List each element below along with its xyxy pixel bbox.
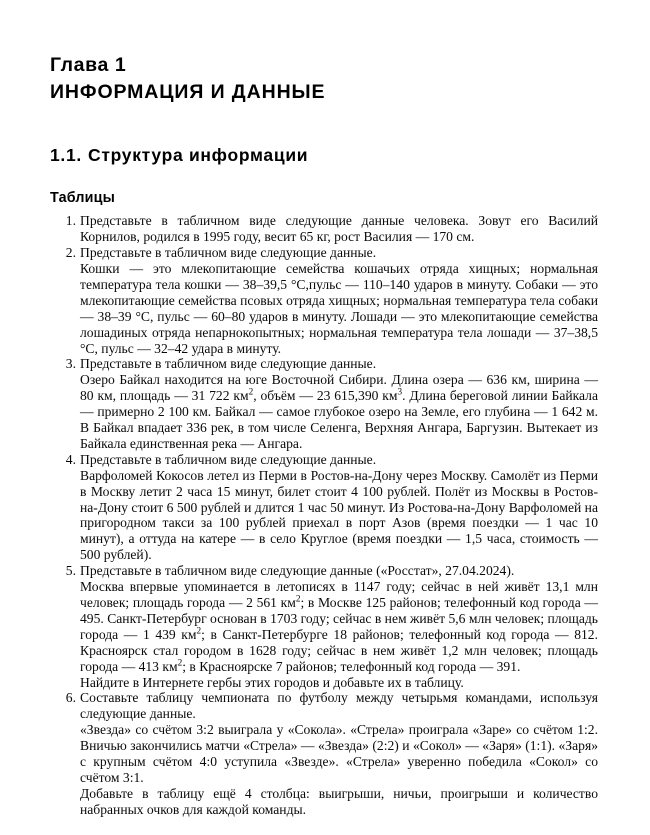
task-paragraph: Составьте таблицу чемпионата по футболу между четырьмя командами, используя следующие данные. — [80, 690, 598, 722]
task-list — [50, 213, 598, 817]
task-paragraph: Варфоломей Кокосов летел из Перми в Ростов-на-Дону через Москву. Самолёт из Перми в Москву летит 2 часа 15 минут, билет стоит 4 100 рублей. Полёт из Москвы в Ростов-на-Дону стоит 6 500 рублей и длится 1 час 50 минут. Из Ростова-на-Дону Варфоломей на пригородном такси за 100 рублей приехал в порт Азов (время поездки — 1 час 10 минут), а оттуда на катере — в село Круглое (время поездки — 1,5 часа, стоимость — 500 рублей). — [80, 467, 598, 563]
task-marker: 4. — [65, 451, 76, 467]
task-marker: 1. — [65, 213, 76, 229]
task-item — [58, 452, 598, 563]
task-paragraph: Москва впервые упоминается в летописях в 1147 году; сейчас в ней живёт 13,1 млн человек; площадь города — 2 561 $км^2$; в Москве 125 районов; телефонный код города — 495. Санкт-Петербург основан в 1703 году; сейчас в нем живёт 5,6 млн человек; площадь города — 1 439 $км^2$; в Санкт-Петербурге 18 районов; телефонный код города — 812. Красноярск стал городом в 1628 году; сейчас в нем живёт 1,2 млн человек; площадь города — 413 $км^2$; в Красноярске 7 районов; телефонный код города — 391. — [80, 579, 598, 674]
task-paragraph: Озеро Байкал находится на юге Восточной Сибири. Длина озера — 636 км, ширина — 80 км, площадь — 31 722 $км^2$, объём — 23 615,390 $км^3$. Длина береговой линии Байкала — примерно 2 100 км. Байкал — самое глубокое озеро на Земле, его глубина — 1 642 м. В Байкал впадает 336 рек, в том числе Селенга, Верхняя Ангара, Баргузин. Вытекает из Байкала единственная река — Ангара. — [80, 372, 598, 451]
section-title-text: Структура информации — [88, 145, 309, 166]
task-paragraph: Представьте в табличном виде следующие данные. — [80, 356, 377, 372]
task-paragraph: Представьте в табличном виде следующие данные. — [80, 451, 377, 467]
task-marker: 6. — [65, 690, 76, 706]
section-number: 1.1. — [50, 145, 82, 166]
chapter-label — [50, 52, 598, 79]
task-paragraph: Представьте в табличном виде следующие данные человека. Зовут его Василий Корнилов, родился в 1995 году, весит 65 кг, рост Василия — 170 см. — [80, 213, 598, 245]
task-paragraph: Найдите в Интернете гербы этих городов и добавьте их в таблицу. — [80, 674, 464, 690]
task-item — [58, 213, 598, 245]
section-heading — [50, 145, 598, 166]
task-item — [58, 690, 598, 817]
task-paragraph: «Звезда» со счётом 3:2 выиграла у «Сокола». «Стрела» проиграла «Заре» со счётом 1:2. Вничью закончились матчи «Стрела» — «Звезда» (2:2) и «Сокол» — «Заря» (1:1). «Заря» с крупным счётом 4:0 уступила «Звезде». «Стрела» уверенно победила «Сокол» со счётом 3:1. — [80, 722, 598, 785]
task-item — [58, 356, 598, 451]
subsection-heading: Таблицы — [50, 190, 116, 207]
task-paragraph: Кошки — это млекопитающие семейства кошачьих отряда хищных; нормальная температура тела кошки — 38–39,5 °C,пульс — 110–140 ударов в минуту. Собаки — это млекопитающие семейства псовых отряда хищных; нормальная температура тела собаки — 38–39 °C, пульс — 60–80 ударов в минуту. Лошади — это млекопитающие семейства лошадиных отряда непарнокопытных; нормальная температура тела лошади — 37–38,5 °C, пульс — 32–42 удара в минуту. — [80, 260, 598, 356]
task-paragraph: Добавьте в таблицу ещё 4 столбца: выигрыши, ничьи, проигрыши и количество набранных очков для каждой команды. — [80, 785, 598, 817]
task-paragraph: Представьте в табличном виде следующие данные. — [80, 245, 377, 261]
task-marker: 3. — [65, 356, 76, 372]
page-title: ИНФОРМАЦИЯ И ДАННЫЕ — [50, 80, 326, 103]
task-item — [58, 245, 598, 356]
task-marker: 2. — [65, 245, 76, 261]
task-paragraph: Представьте в табличном виде следующие данные («Росстат», 27.04.2024). — [80, 563, 515, 579]
task-marker: 5. — [65, 563, 76, 579]
chapter-label-text: Глава 1 — [50, 54, 127, 76]
task-item — [58, 563, 598, 690]
